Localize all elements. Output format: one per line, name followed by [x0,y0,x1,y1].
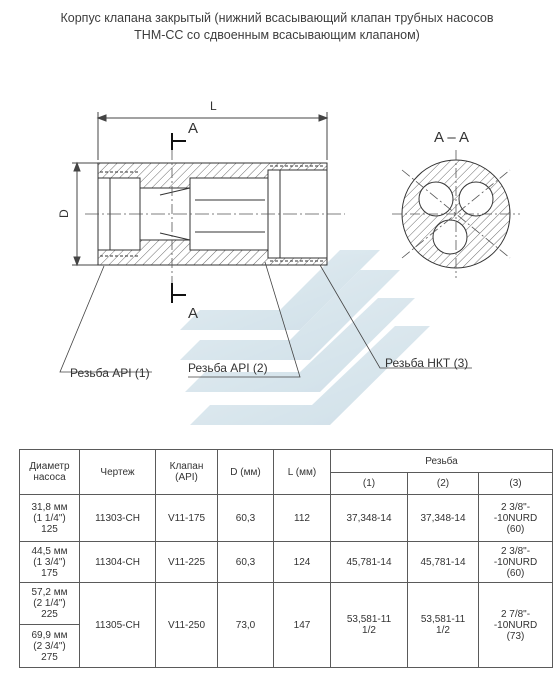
section-cut-mark-bottom [172,283,186,303]
table-row [20,542,553,583]
cell-thread-1: 53,581-11 1/2 [331,583,408,668]
label-thread-3: Резьба НКТ (3) [385,356,469,370]
header-thread-1: (1) [331,473,408,495]
section-centre-lines [392,150,520,278]
cell-diameter: 44,5 мм (1 3/4") 175 [20,542,80,583]
cell-thread-2: 37,348-14 [408,495,479,542]
dimension-diameter-label: D [57,209,71,218]
watermark-logo [180,250,430,425]
cell-d: 60,3 [218,495,274,542]
table-row [20,583,553,625]
header-diameter: Диаметр насоса [20,450,80,495]
header-l: L (мм) [274,450,331,495]
header-d: D (мм) [218,450,274,495]
cell-thread-1: 45,781-14 [331,542,408,583]
section-cut-mark-top [172,133,186,150]
section-title: A – A [434,129,470,146]
dimension-length [98,112,327,160]
cell-l: 124 [274,542,331,583]
cell-thread-2: 53,581-11 1/2 [408,583,479,668]
cell-thread-1: 37,348-14 [331,495,408,542]
title-line-2: ТНМ-СС со сдвоенным всасывающим клапаном) [134,28,420,42]
cell-thread-3: 2 7/8"- -10NURD (73) [479,583,553,668]
header-thread-3: (3) [479,473,553,495]
cell-thread-3: 2 3/8"- -10NURD (60) [479,495,553,542]
cell-l: 147 [274,583,331,668]
cell-diameter: 69,9 мм (2 3/4") 275 [20,625,80,668]
cell-diameter: 31,8 мм (1 1/4") 125 [20,495,80,542]
cell-d: 60,3 [218,542,274,583]
header-thread: Резьба [331,450,553,473]
cell-thread-2: 45,781-14 [408,542,479,583]
cell-diameter: 57,2 мм (2 1/4") 225 [20,583,80,625]
specification-table [19,449,553,668]
cell-drawing: 11303-СН [80,495,156,542]
cell-valve: V11-250 [156,583,218,668]
dimension-length-label: L [210,99,217,113]
label-thread-1: Резьба API (1) [70,366,150,380]
cell-drawing: 11305-СН [80,583,156,668]
label-thread-2: Резьба API (2) [188,361,268,375]
cell-d: 73,0 [218,583,274,668]
title-line-1: Корпус клапана закрытый (нижний всасывающий клапан трубных насосов [60,11,494,25]
cell-l: 112 [274,495,331,542]
header-drawing: Чертеж [80,450,156,495]
header-thread-2: (2) [408,473,479,495]
table-row [20,495,553,542]
cell-thread-3: 2 3/8"- -10NURD (60) [479,542,553,583]
cell-drawing: 11304-СН [80,542,156,583]
cell-valve: V11-175 [156,495,218,542]
cell-valve: V11-225 [156,542,218,583]
section-mark-top-label: A [188,120,199,137]
section-mark-bottom-label: A [188,305,199,322]
header-valve: Клапан (API) [156,450,218,495]
